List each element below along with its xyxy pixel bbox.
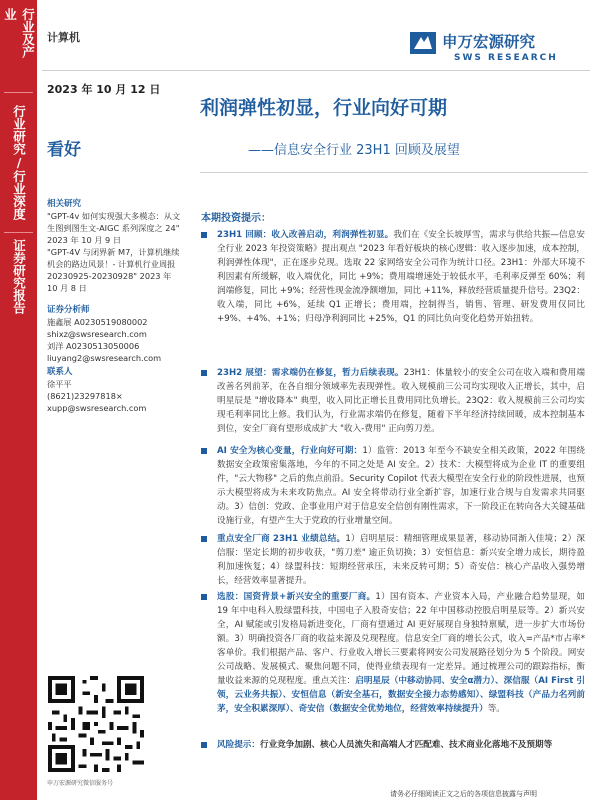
bullet-vendor-summary (201, 532, 585, 588)
bullet-marker (201, 742, 207, 748)
analyst-line: liuyang2@swsresearch.com (47, 353, 162, 363)
bullet-text: 我们在《安全长坡厚雪，需求与供给共振—信息安全行业 2023 年投资策略》提出观点 "2023 年看好板块的核心逻辑：收入逐步加速，成本控制，利润弹性体现"，正在逐步兑现。选取 22 家网络安全公司作为统计口径。23H1：外部大环境不利因素有所缓解，收入端优化，同比 +9%；费用端增速处于较低水平，毛利率反弹至 60%；利润端修复，同比 +9%；经营性现金流净额增加，同比 +11%，释放经营质量提升信号。23Q2：收入端，同比 +6%，延续 Q1 正增长；费用端，控制得当，销售、管理、研发费用仅同比 +9%、+4%、+1%；归母净利润同比 +25%，Q1 的同比负向变化趋势开始扭转。 (217, 230, 585, 324)
analyst-line: shixz@swsresearch.com (47, 329, 147, 339)
header-rule (42, 70, 590, 71)
analysts-heading: 证券分析师 (47, 305, 90, 315)
report-title: 利润弹性初显，行业向好可期 (200, 97, 448, 119)
focus-companies: 启明星辰（中移动协同、安全α潜力）、深信服（AI First 引领，云业务共振）、安恒信息（新安全基石，数据安全接力态势感知）、绿盟科技（产品力名列前茅，安全积累深厚）、奇安信（数据安全优势地位，经营效率持续提升） (217, 676, 585, 714)
contact-line: xupp@swsresearch.com (47, 403, 147, 413)
report-date: 2023 年 10 月 12 日 (47, 83, 161, 96)
bullet-lead: 23H1 回顾：收入改善启动，利润弹性初显。 (217, 230, 394, 240)
logo-text-en: SWS RESEARCH (454, 53, 558, 63)
left-info-column (47, 198, 183, 414)
bullet-lead: 重点安全厂商 23H1 业绩总结。 (217, 534, 346, 544)
qr-caption: 申万宏源研究微信服务号 (47, 780, 114, 787)
contact-line: 徐平平 (47, 379, 72, 389)
logo-text-cn: 申万宏源研究 (442, 33, 536, 51)
analyst-line: 施鑫展 A0230519080002 (47, 317, 148, 327)
bullet-lead: AI 安全为核心变量，行业向好可期： (217, 446, 363, 456)
side-divider (4, 92, 33, 93)
side-label-report-type: 行业研究/行业深度 (11, 104, 27, 220)
industry-category: 计算机 (47, 31, 80, 44)
bullet-text: 1）国有资本、产业资本入局，产业融合趋势显现，如 19 年中电科入股绿盟科技，中国电子入股奇安信；22 年中国移动控股启明星辰等。2）新兴安全，AI 赋能或引发格局新进变化，厂商有望通过 AI 更好展现自身独特禀赋，进一步扩大市场份额。3）明确投资各厂商的收益来源及兑现程度。信息安全厂商的增长公式，收入=产品*市占率*客单价。我们根据产品、客户、行业收入增长三要素将网安公司发展路径划分为 5 个阶段。网安公司战略、发展模式、聚焦问题不同，使得业绩表现有一定差异。通过梳理公司的跟踪指标，衡量收益来源的兑现程度。重点关注： (217, 592, 586, 686)
qr-code-icon (48, 676, 144, 772)
contact-heading: 联系人 (47, 367, 73, 377)
report-subtitle: ——信息安全行业 23H1 回顾及展望 (248, 143, 460, 158)
bullet-risk-warning (201, 738, 585, 752)
rating: 看好 (47, 140, 81, 160)
bullet-marker (201, 594, 207, 600)
bullet-23h1-review (201, 228, 585, 326)
side-bar (0, 0, 37, 800)
bullet-marker (201, 448, 207, 454)
related-research-item: "GPT-4V 与闭界新 M7，计算机继续机会的路边风景！- 计算机行业周报 20230925-20230928" 2023 年 10 月 8 日 (47, 247, 180, 293)
bullet-text: 23H1：体量较小的安全公司在收入端和费用端改善名列前茅，在各自细分领域率先表现弹性。收入规模前三公司均实现收入正增长，其中，启明星辰是 "增收降本" 典型，收入同比正增长且费用同比负增长。23Q2：收入规模前三公司均实现毛利率同比上修。我们认为，行业需求端仍在修复，随着下半年经济持续回暖，成本控制基本到位，安全厂商有望形成成扩大 "收入-费用" 正向剪刀差。 (217, 368, 585, 434)
bullet-23h2-outlook (201, 366, 585, 436)
bullet-marker (201, 370, 207, 376)
side-divider (4, 232, 33, 233)
bullet-text: 1）启明星辰：精细管理成果显著，移动协同渐入佳境；2）深信服：坚定长期的初步收获，"剪刀差" 逾正负切换；3）安恒信息：新兴安全增力成长，期待盈利加速恢复；4）绿盟科技：短期经营承压，未来反转可期；5）奇安信：核心产品收入强势增长，经营效率显著提升。 (217, 534, 585, 586)
bullet-lead: 风险提示： (217, 740, 260, 750)
logo-mark-icon (410, 32, 436, 54)
section-heading: 本期投资提示： (201, 213, 271, 224)
bullet-text: 1）监管：2013 年至今不缺安全相关政策，2022 年围绕数据安全政策密集落地，今年的不同之处是 AI 安全。2）技术：大模型将成为企业 IT 的重要组件，"云大物移" 之后的焦点前沿。Security Copilot 代表大模型在安全行业的阶段性进展，也预示大模型将成为未来攻防焦点。AI 安全将带动行业全新扩容，加速行业合规与自发需求共同驱动。3）信创：党政、企事业用户对于信息安全信创有刚性需求，下一阶段正在转向各大关键基础设施行业，有望产生大于党政的行业增量空间。 (217, 446, 585, 526)
bullet-text: 行业竞争加剧、核心人员流失和高端人才匹配难、技术商业化落地不及预期等 (259, 740, 553, 750)
bullet-marker (201, 232, 207, 238)
side-label-securities-report: 证券研究报告 (11, 238, 27, 314)
bullet-stock-selection (201, 590, 585, 716)
company-logo (410, 30, 570, 70)
bullet-lead: 23H2 展望：需求端仍在修复，暂力后续表现。 (217, 368, 404, 378)
side-label-industry: 行业及产业 (2, 8, 36, 58)
analyst-line: 刘洋 A0230513050006 (47, 341, 140, 351)
related-research-heading: 相关研究 (47, 199, 82, 209)
related-research-item: "GPT-4v 如何实现强大多模态：从文生图到图生文-AIGC 系列深度之 24" 2023 年 10 月 9 日 (47, 211, 181, 245)
bullet-marker (201, 536, 207, 542)
title-rule (200, 172, 588, 173)
contact-line: (8621)23297818× (47, 391, 123, 401)
bullet-lead: 选股：国资背景+新兴安全的重要厂商。 (217, 592, 376, 602)
bullet-tail: 等。 (487, 704, 505, 714)
disclaimer-footer: 请务必仔细阅读正文之后的各项信息披露与声明 (390, 790, 537, 798)
bullet-ai-security (201, 444, 585, 528)
